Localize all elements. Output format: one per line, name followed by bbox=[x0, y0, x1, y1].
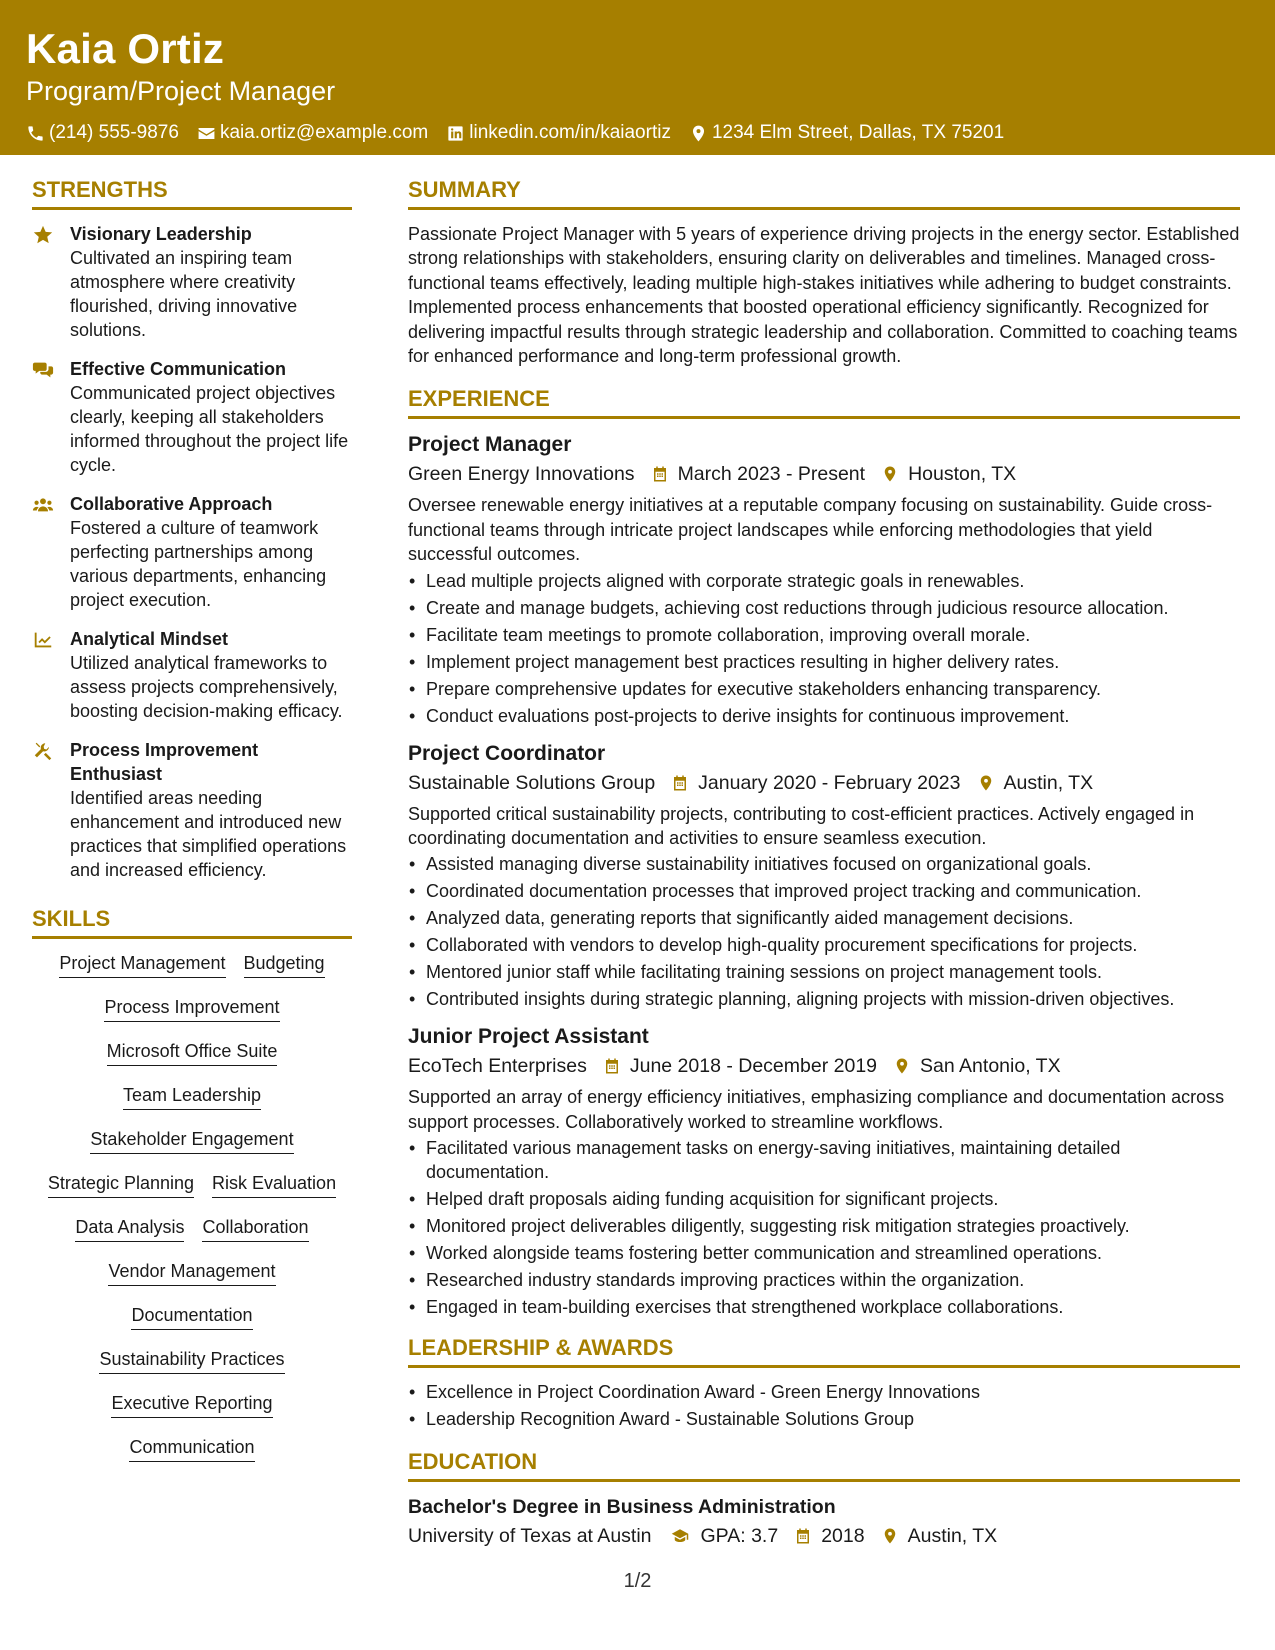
phone-text: (214) 555-9876 bbox=[49, 122, 179, 143]
job-meta bbox=[408, 459, 1240, 489]
linkedin-link[interactable]: linkedin.com/in/kaiaortiz bbox=[469, 122, 671, 143]
skill-tag: Budgeting bbox=[244, 951, 325, 978]
summary-text: Passionate Project Manager with 5 years of experience driving projects in the energy sector. Established strong relationships with stakeholders, ensuring clarity on deliverables and timelines. Managed cross-functional teams effectively, leading multiple high-stakes initiatives while adhering to budget constraints. Implemented process enhancements that boosted operational efficiency significantly. Recognized for delivering impactful results through strategic leadership and collaboration. Committed to coaching teams for enhanced performance and long-term professional growth. bbox=[408, 224, 1240, 367]
calendar-icon bbox=[794, 1527, 812, 1545]
job-bullets bbox=[408, 569, 1240, 728]
skill-tag: Data Analysis bbox=[75, 1215, 184, 1242]
map-marker-icon bbox=[977, 774, 995, 792]
strength-item bbox=[32, 492, 352, 612]
contact-linkedin[interactable] bbox=[446, 122, 671, 144]
job-dates: March 2023 - Present bbox=[677, 463, 866, 486]
star-icon bbox=[32, 224, 54, 246]
contact-phone bbox=[26, 122, 179, 144]
job-meta bbox=[408, 768, 1240, 798]
page-number: 1/2 bbox=[623, 1570, 652, 1592]
skills-heading: SKILLS bbox=[32, 904, 352, 939]
job-meta bbox=[408, 1051, 1240, 1081]
calendar-icon bbox=[651, 465, 669, 483]
tools-icon bbox=[32, 740, 54, 762]
skill-tag: Strategic Planning bbox=[48, 1171, 194, 1198]
list-item: • Worked alongside teams fostering better communication and streamlined operations. bbox=[408, 1241, 1240, 1265]
skill-tag: Team Leadership bbox=[123, 1083, 261, 1110]
list-item: • Coordinated documentation processes that improved project tracking and communication. bbox=[408, 879, 1240, 903]
summary-heading: SUMMARY bbox=[408, 175, 1240, 210]
strength-name: Visionary Leadership bbox=[70, 224, 252, 244]
address-text: 1234 Elm Street, Dallas, TX 75201 bbox=[711, 122, 1005, 143]
education-degree: Bachelor's Degree in Business Administration bbox=[408, 1496, 836, 1519]
linkedin-icon bbox=[446, 124, 465, 143]
job-dates: June 2018 - December 2019 bbox=[629, 1055, 878, 1078]
job-location: San Antonio, TX bbox=[920, 1055, 1061, 1078]
email-link[interactable]: kaia.ortiz@example.com bbox=[219, 122, 429, 143]
strength-desc: Fostered a culture of teamwork perfecting partnerships among various departments, enhancing project execution. bbox=[70, 518, 327, 610]
contact-address bbox=[689, 122, 1004, 144]
list-item: • Lead multiple projects aligned with corporate strategic goals in renewables. bbox=[408, 569, 1240, 593]
strength-item bbox=[32, 222, 352, 342]
contact-email[interactable] bbox=[197, 122, 428, 144]
left-column bbox=[32, 175, 352, 1479]
right-column bbox=[408, 175, 1240, 1555]
strength-name: Process Improvement Enthusiast bbox=[70, 740, 259, 784]
education-school: University of Texas at Austin bbox=[408, 1525, 652, 1548]
chart-line-icon bbox=[32, 629, 54, 651]
education-gpa: GPA: 3.7 bbox=[700, 1525, 779, 1548]
strength-desc: Communicated project objectives clearly, keeping all stakeholders informed throughout the project life cycle. bbox=[70, 383, 349, 475]
list-item: • Leadership Recognition Award - Sustainable Solutions Group bbox=[408, 1407, 1240, 1431]
list-item: • Collaborated with vendors to develop high-quality procurement specifications for projects. bbox=[408, 933, 1240, 957]
job-title: Project Coordinator bbox=[408, 741, 606, 765]
graduation-cap-icon bbox=[668, 1527, 692, 1545]
map-marker-icon bbox=[881, 465, 899, 483]
calendar-icon bbox=[671, 774, 689, 792]
job-dates: January 2020 - February 2023 bbox=[698, 771, 961, 794]
experience-heading: EXPERIENCE bbox=[408, 384, 1240, 419]
list-item: • Implement project management best practices resulting in higher delivery rates. bbox=[408, 650, 1240, 674]
list-item: • Helped draft proposals aiding funding acquisition for significant projects. bbox=[408, 1187, 1240, 1211]
users-icon bbox=[32, 494, 54, 516]
map-marker-icon bbox=[893, 1057, 911, 1075]
job-title: Junior Project Assistant bbox=[408, 1025, 649, 1049]
list-item: • Analyzed data, generating reports that significantly aided management decisions. bbox=[408, 906, 1240, 930]
skill-tag: Risk Evaluation bbox=[212, 1171, 336, 1198]
list-item: • Monitored project deliverables diligently, suggesting risk mitigation strategies proactively. bbox=[408, 1214, 1240, 1238]
envelope-icon bbox=[197, 124, 216, 143]
list-item: • Facilitate team meetings to promote collaboration, improving overall morale. bbox=[408, 623, 1240, 647]
job-company: Green Energy Innovations bbox=[408, 463, 635, 486]
job-bullets bbox=[408, 1136, 1240, 1319]
awards-list bbox=[408, 1380, 1240, 1431]
awards-heading: LEADERSHIP & AWARDS bbox=[408, 1333, 1240, 1368]
job-entry bbox=[408, 740, 1240, 1012]
strength-name: Analytical Mindset bbox=[70, 629, 229, 649]
skill-tag: Documentation bbox=[131, 1303, 252, 1330]
job-location: Austin, TX bbox=[1003, 771, 1094, 794]
education-heading: EDUCATION bbox=[408, 1447, 1240, 1482]
skill-tag: Vendor Management bbox=[108, 1259, 275, 1286]
job-company: EcoTech Enterprises bbox=[408, 1055, 587, 1078]
list-item: • Create and manage budgets, achieving cost reductions through judicious resource allocation. bbox=[408, 596, 1240, 620]
list-item: • Assisted managing diverse sustainability initiatives focused on organizational goals. bbox=[408, 852, 1240, 876]
skill-tag: Collaboration bbox=[202, 1215, 308, 1242]
job-bullets bbox=[408, 852, 1240, 1011]
candidate-name: Kaia Ortiz bbox=[26, 25, 225, 72]
contact-bar bbox=[26, 122, 1275, 144]
candidate-title: Program/Project Manager bbox=[26, 76, 336, 106]
strength-item bbox=[32, 357, 352, 477]
strength-desc: Utilized analytical frameworks to assess projects comprehensively, boosting decision-making efficacy. bbox=[70, 653, 343, 721]
list-item: • Excellence in Project Coordination Award - Green Energy Innovations bbox=[408, 1380, 1240, 1404]
resume-header bbox=[0, 0, 1275, 155]
education-year: 2018 bbox=[821, 1525, 865, 1548]
job-desc: Supported critical sustainability projects, contributing to cost-efficient practices. Actively engaged in coordinating documentation and activities to ensure seamless execution. bbox=[408, 803, 1195, 849]
strengths-heading: STRENGTHS bbox=[32, 175, 352, 210]
list-item: • Contributed insights during strategic planning, aligning projects with mission-driven objectives. bbox=[408, 987, 1240, 1011]
job-desc: Oversee renewable energy initiatives at a reputable company focusing on sustainability. Guide cross-functional teams through intricate project landscapes while enforcing methodologies that yield successful outcomes. bbox=[408, 495, 1213, 565]
strength-item bbox=[32, 627, 352, 723]
skill-tag: Executive Reporting bbox=[111, 1391, 272, 1418]
strength-item bbox=[32, 738, 352, 882]
list-item: • Prepare comprehensive updates for executive stakeholders enhancing transparency. bbox=[408, 677, 1240, 701]
skill-tag: Microsoft Office Suite bbox=[107, 1039, 278, 1066]
list-item: • Conduct evaluations post-projects to derive insights for continuous improvement. bbox=[408, 704, 1240, 728]
job-location: Houston, TX bbox=[908, 463, 1017, 486]
comments-icon bbox=[32, 359, 54, 381]
list-item: • Mentored junior staff while facilitating training sessions on project management tools. bbox=[408, 960, 1240, 984]
strength-name: Effective Communication bbox=[70, 359, 287, 379]
education-meta bbox=[408, 1521, 1240, 1551]
job-entry bbox=[408, 431, 1240, 727]
list-item: • Facilitated various management tasks on energy-saving initiatives, maintaining detailed documentation. bbox=[408, 1136, 1240, 1184]
strength-name: Collaborative Approach bbox=[70, 494, 273, 514]
skill-tag: Stakeholder Engagement bbox=[90, 1127, 293, 1154]
skill-tag: Sustainability Practices bbox=[99, 1347, 284, 1374]
job-title: Project Manager bbox=[408, 433, 572, 457]
education-location: Austin, TX bbox=[907, 1525, 998, 1548]
list-item: • Engaged in team-building exercises that strengthened workplace collaborations. bbox=[408, 1295, 1240, 1319]
job-company: Sustainable Solutions Group bbox=[408, 771, 656, 794]
map-marker-icon bbox=[881, 1527, 899, 1545]
job-desc: Supported an array of energy efficiency initiatives, emphasizing compliance and documentation across support processes. Collaboratively worked to streamline workflows. bbox=[408, 1087, 1225, 1132]
map-marker-icon bbox=[689, 124, 708, 143]
list-item: • Researched industry standards improving practices within the organization. bbox=[408, 1268, 1240, 1292]
job-entry bbox=[408, 1023, 1240, 1319]
skill-tag: Communication bbox=[129, 1435, 254, 1462]
calendar-icon bbox=[603, 1057, 621, 1075]
skills-list bbox=[32, 951, 352, 1479]
skill-tag: Project Management bbox=[59, 951, 225, 978]
strength-desc: Cultivated an inspiring team atmosphere where creativity flourished, driving innovative solutions. bbox=[70, 248, 298, 340]
phone-icon bbox=[26, 124, 45, 143]
skill-tag: Process Improvement bbox=[104, 995, 279, 1022]
strength-desc: Identified areas needing enhancement and introduced new practices that simplified operations and increased efficiency. bbox=[70, 788, 347, 880]
